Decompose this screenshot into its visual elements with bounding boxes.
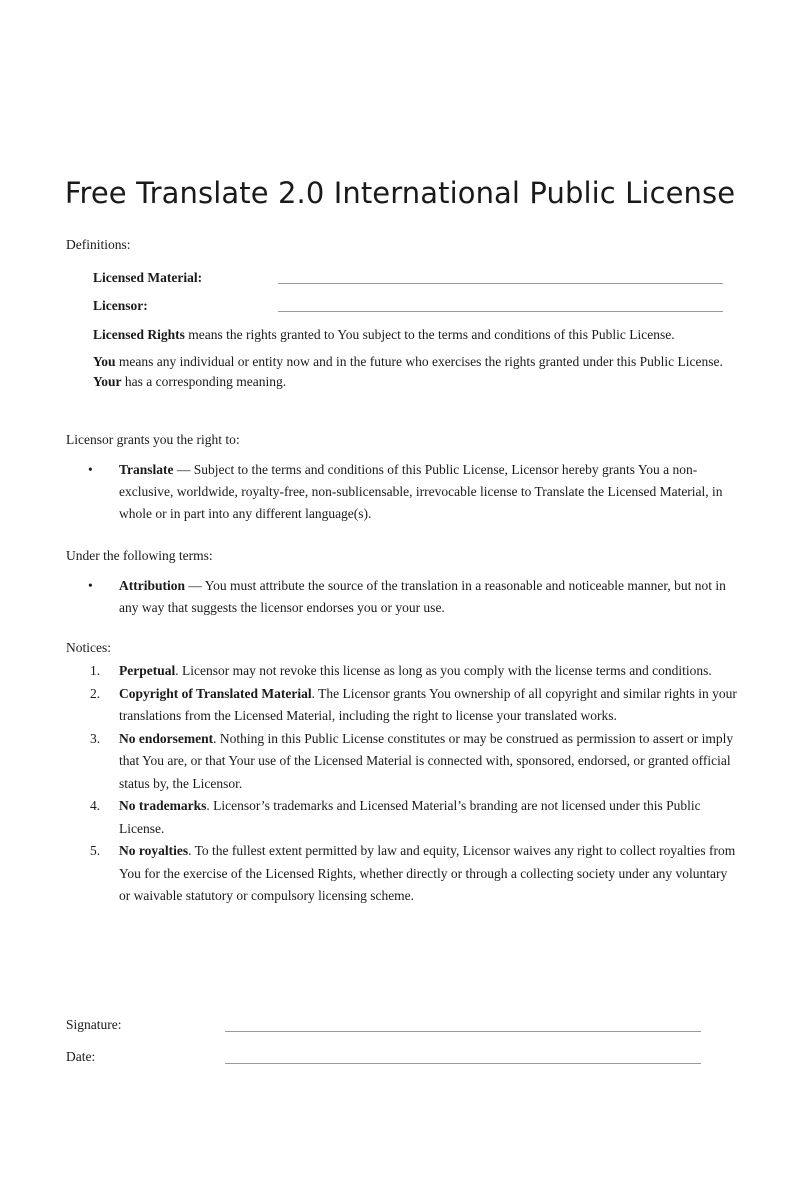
notice-number: 3. [90,730,101,746]
notice-text: . The Licensor grants You ownership of all copyright and similar rights in your translations from the Licensed Material, including the right to license your translated works. [119,685,737,723]
grant-translate-item [88,459,728,525]
notice-text: . Licensor may not revoke this license as long as you comply with the license terms and conditions. [175,663,712,678]
notice-text: . Nothing in this Public License constitutes or may be construed as permission to assert or imply that You are, or that Your use of the Licensed Material is connected with, sponsored, endorsed, or granted official status by, the Licensor. [119,730,734,791]
document-title: Free Translate 2.0 International Public License [64,176,736,210]
notice-item [90,683,738,728]
date-line[interactable] [225,1063,701,1064]
grant-translate-term: Translate [119,462,174,477]
grant-translate-text [119,459,728,525]
your-term: Your [93,374,122,389]
notice-term: No endorsement [119,730,214,746]
term-attribution-item [88,575,728,619]
terms-heading: Under the following terms: [66,548,213,563]
notice-number: 5. [90,843,101,858]
licensed-material-row [93,268,733,288]
notice-number: 2. [90,685,101,701]
notice-text: . To the fullest extent permitted by law and equity, Licensor waives any right to collect royalties from You for the exercise of the Licensed Rights, whether directly or through a collecting society under any voluntary or waivable statutory or compulsory licensing scheme. [119,843,736,903]
notices-heading: Notices: [66,640,111,655]
signature-line[interactable] [225,1031,701,1032]
definitions-block [93,268,733,392]
grant-translate-body: — Subject to the terms and conditions of this Public License, Licensor hereby grants You a non-exclusive, worldwide, royalty-free, non-sublicensable, irrevocable license to Translate the Licensed Material, in whole or in part into any different language(s). [119,462,723,521]
grants-heading: Licensor grants you the right to: [66,432,240,447]
bullet-icon: • [88,578,93,593]
definitions-heading: Definitions: [66,237,131,252]
notice-item [90,795,738,840]
licensor-label: Licensor: [93,298,148,313]
term-attribution-body: — You must attribute the source of the translation in a reasonable and noticeable manner, but not in any way that suggests the licensor endorses you or your use. [119,578,726,615]
notice-item [90,840,738,908]
date-label: Date: [66,1049,96,1064]
your-text: has a corresponding meaning. [121,374,287,389]
licensed-rights-term: Licensed Rights [93,327,185,342]
notice-number: 4. [90,798,101,813]
date-row [66,1049,706,1069]
bullet-icon: • [88,462,93,477]
you-text: means any individual or entity now and in the future who exercises the rights granted under this Public License. [115,354,723,369]
notice-term: Copyright of Translated Material [119,685,312,701]
term-attribution-term: Attribution [119,578,186,593]
notice-text: . Licensor’s trademarks and Licensed Material’s branding are not licensed under this Public License. [119,798,701,836]
notice-term: No royalties [119,843,189,858]
notice-term: Perpetual [119,663,176,678]
licensed-rights-text: means the rights granted to You subject to the terms and conditions of this Public License. [184,327,675,342]
notice-term: No trademarks [119,798,207,813]
notice-item [90,660,738,683]
notices-list [90,660,738,908]
you-term: You [93,354,116,369]
licensed-rights-definition [93,325,733,345]
term-attribution-text [119,575,728,619]
licensor-blank-line [278,311,723,312]
signature-label: Signature: [66,1017,122,1032]
you-definition [93,352,733,392]
licensor-row [93,296,733,316]
licensed-material-blank-line [278,283,723,284]
signature-row [66,1017,706,1037]
licensed-material-label: Licensed Material: [93,270,203,285]
notice-item [90,728,738,796]
notice-number: 1. [90,663,101,678]
